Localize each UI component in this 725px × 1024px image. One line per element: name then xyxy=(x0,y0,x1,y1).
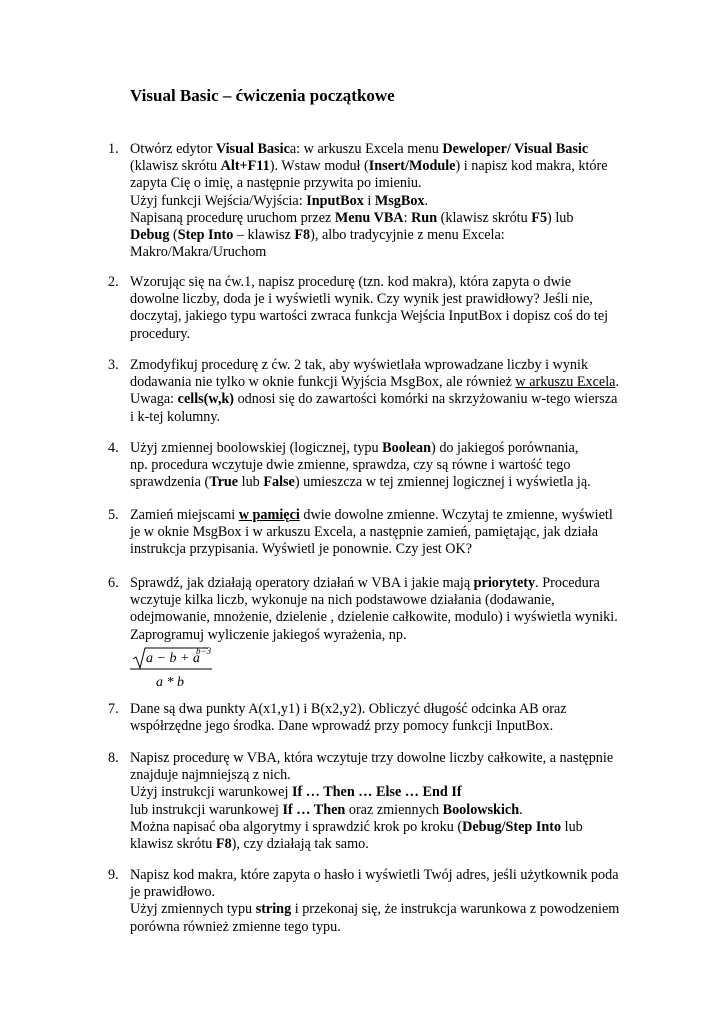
text-run: ) i napisz kod makra, które xyxy=(455,158,608,175)
text-run: If … Then xyxy=(282,801,346,818)
text-run: Step Into xyxy=(177,227,234,244)
text-line xyxy=(130,141,650,158)
text-line xyxy=(130,507,650,524)
exercise-number: 3. xyxy=(108,357,119,373)
text-run: Alt+F11 xyxy=(220,158,270,175)
text-run: Użyj zmiennych typu xyxy=(130,901,256,918)
exercise-4 xyxy=(108,440,650,492)
text-run: lub xyxy=(238,474,264,491)
text-run: Użyj instrukcji warunkowej xyxy=(130,784,292,801)
text-run: Deweloper/ Visual Basic xyxy=(442,141,589,157)
text-run: lub xyxy=(561,818,583,835)
text-line xyxy=(130,326,650,343)
text-run: : xyxy=(403,209,412,226)
exercise-number: 4. xyxy=(108,440,119,456)
text-run: (klawisz skrótu xyxy=(437,209,532,226)
text-run: klawisz skrótu xyxy=(130,836,216,853)
text-line xyxy=(130,627,650,644)
text-run: współrzędne jego środka. Dane wprowadź przy pomocy funkcji InputBox. xyxy=(130,718,554,735)
text-run: Boolowskich xyxy=(442,801,520,818)
text-run: Dane są dwa punkty A(x1,y1) i B(x2,y2). Obliczyć długość odcinka AB oraz xyxy=(130,701,567,717)
text-run: dwie dowolne zmienne. Wczytaj te zmienne, wyświetl xyxy=(299,507,613,523)
exercise-number: 7. xyxy=(108,701,119,717)
text-run: InputBox xyxy=(306,192,364,209)
exercise-number: 5. xyxy=(108,507,119,523)
text-line xyxy=(130,750,650,767)
text-run: np. procedura wczytuje dwie zmienne, sprawdza, czy są równe i wartość tego xyxy=(130,457,571,474)
text-line xyxy=(130,524,650,541)
text-run: w arkuszu Excela xyxy=(515,374,616,391)
text-run: zapyta Cię o imię, a następnie przywita po imieniu. xyxy=(130,175,422,192)
exercise-7 xyxy=(108,701,650,735)
text-line xyxy=(130,867,650,884)
example-formula xyxy=(130,646,650,692)
exercise-number: 2. xyxy=(108,274,119,290)
text-run: znajduje najmniejszą z nich. xyxy=(130,767,291,784)
text-line xyxy=(130,409,650,426)
text-run: False xyxy=(263,474,295,491)
text-run: odnosi się do zawartości komórki na skrzyżowaniu w-tego wiersza xyxy=(234,391,618,408)
text-line xyxy=(130,802,650,819)
text-run: je prawidłowo. xyxy=(130,884,216,901)
text-run: Uwaga: xyxy=(130,391,178,408)
text-run: . xyxy=(424,192,429,209)
text-run: instrukcja przypisania. Wyświetl je ponownie. Czy jest OK? xyxy=(130,541,473,558)
text-run: Run xyxy=(411,209,438,226)
text-run: ) lub xyxy=(547,209,574,226)
text-run: F8 xyxy=(294,227,311,244)
text-line xyxy=(130,592,650,609)
text-run: Otwórz edytor xyxy=(130,141,216,157)
text-run: priorytety xyxy=(473,575,536,591)
text-run: a: w arkuszu Excela menu xyxy=(289,141,443,157)
text-run: wczytuje kilka liczb, wykonuje na nich podstawowe działania (dodawanie, xyxy=(130,592,555,609)
text-run: F8 xyxy=(215,836,232,853)
text-run: Menu VBA xyxy=(334,209,404,226)
text-run: Wzorując się na ćw.1, napisz procedurę (tzn. kod makra), która zapyta o dwie xyxy=(130,274,572,290)
text-run: porówna również zmienne tego typu. xyxy=(130,918,341,935)
text-run: Boolean xyxy=(382,440,432,456)
text-run: Napisaną procedurę uruchom przez xyxy=(130,209,335,226)
exercise-9 xyxy=(108,867,650,936)
text-run: je w oknie MsgBox i w arkuszu Excela, a następnie zamień, pamiętając, jak działa xyxy=(130,524,599,541)
formula-exponent: b−3 xyxy=(196,645,212,656)
text-run: i przekonaj się, że instrukcja warunkowa z powodzeniem xyxy=(291,901,620,918)
text-run: i k-tej kolumny. xyxy=(130,408,221,425)
text-line xyxy=(130,541,650,558)
text-line xyxy=(130,767,650,784)
text-run: ) umieszcza w tej zmiennej logicznej i wyświetla ją. xyxy=(294,474,591,491)
text-line xyxy=(130,175,650,192)
exercise-8 xyxy=(108,750,650,853)
text-line xyxy=(130,440,650,457)
text-run: i xyxy=(363,192,375,209)
text-run: Napisz kod makra, które zapyta o hasło i wyświetli Twój adres, jeśli użytkownik poda xyxy=(130,867,619,883)
text-line xyxy=(130,274,650,291)
text-run: . Procedura xyxy=(535,575,600,591)
text-line xyxy=(130,158,650,175)
text-run: Zamień miejscami xyxy=(130,507,239,523)
text-run: ), albo tradycyjnie z menu Excela: xyxy=(310,227,505,244)
text-line xyxy=(130,718,650,735)
text-line xyxy=(130,210,650,227)
text-line xyxy=(130,884,650,901)
text-run: odejmowanie, mnożenie, dzielenie , dzielenie całkowite, modulo) i wyświetla wyniki. xyxy=(130,609,618,626)
text-run: . xyxy=(519,801,523,818)
text-run: Użyj zmiennej boolowskiej (logicznej, typu xyxy=(130,440,383,456)
text-line xyxy=(130,836,650,853)
text-line xyxy=(130,474,650,491)
text-run: procedury. xyxy=(130,325,191,342)
page-title: Visual Basic – ćwiczenia początkowe xyxy=(130,86,395,105)
text-run: Użyj funkcji Wejścia/Wyjścia: xyxy=(130,192,307,209)
text-run: If … Then … Else … End If xyxy=(291,784,462,801)
text-run: Insert/Module xyxy=(368,158,456,175)
text-run: dowolne liczby, doda je i wyświetli wynik. Czy wynik jest prawidłowy? Jeśli nie, xyxy=(130,291,593,308)
text-run: – klawisz xyxy=(233,227,295,244)
exercise-5 xyxy=(108,507,650,559)
text-run: Zaprogramuj wyliczenie jakiegoś wyrażenia, np. xyxy=(130,626,407,643)
exercise-number: 1. xyxy=(108,141,119,157)
text-run: Debug xyxy=(130,227,170,244)
text-run: Zmodyfikuj procedurę z ćw. 2 tak, aby wyświetlała wprowadzane liczby i wynik xyxy=(130,357,589,373)
exercise-number: 6. xyxy=(108,575,119,591)
exercise-3 xyxy=(108,357,650,426)
text-run: Debug/Step Into xyxy=(462,818,562,835)
text-run: Napisz procedurę w VBA, która wczytuje trzy dowolne liczby całkowite, a następnie xyxy=(130,750,614,766)
text-line xyxy=(130,357,650,374)
text-line xyxy=(130,391,650,408)
text-line xyxy=(130,193,650,210)
text-run: cells(w,k) xyxy=(177,391,235,408)
text-line xyxy=(130,374,650,391)
text-line xyxy=(130,784,650,801)
text-line xyxy=(130,308,650,325)
text-run: . xyxy=(615,374,620,391)
exercise-1 xyxy=(108,141,650,261)
exercise-2 xyxy=(108,274,650,343)
formula-numerator: a − b + a xyxy=(146,650,200,666)
text-run: Makro/Makra/Uruchom xyxy=(130,244,267,261)
exercise-number: 9. xyxy=(108,867,119,883)
text-run: Sprawdź, jak działają operatory działań w VBA i jakie mają xyxy=(130,575,474,591)
text-line xyxy=(130,901,650,918)
text-run: ), czy działają tak samo. xyxy=(231,836,369,853)
text-line xyxy=(130,227,650,244)
text-line xyxy=(130,609,650,626)
text-run: oraz zmiennych xyxy=(345,801,443,818)
text-run: MsgBox xyxy=(374,192,425,209)
text-run: Można napisać oba algorytmy i sprawdzić krok po kroku ( xyxy=(130,818,463,835)
text-run: dodawania nie tylko w oknie funkcji Wyjścia MsgBox, ale również xyxy=(130,374,516,391)
formula-denominator: a * b xyxy=(156,674,184,690)
exercise-6 xyxy=(108,575,650,692)
text-run: F5 xyxy=(531,209,548,226)
text-run: sprawdzenia ( xyxy=(130,474,210,491)
text-run: True xyxy=(209,474,239,491)
text-run: ( xyxy=(169,227,178,244)
text-line xyxy=(130,575,650,592)
text-line xyxy=(130,291,650,308)
text-run: w pamięci xyxy=(238,507,300,523)
text-run: string xyxy=(255,901,292,918)
text-line xyxy=(130,819,650,836)
text-line xyxy=(130,457,650,474)
text-line xyxy=(130,244,650,261)
text-run: doczytaj, jakiego typu wartości zwraca funkcja Wejścia InputBox i dopisz coś do tej xyxy=(130,308,609,325)
text-run: lub instrukcji warunkowej xyxy=(130,801,283,818)
text-run: ) do jakiegoś porównania, xyxy=(431,440,579,456)
text-line xyxy=(130,701,650,718)
text-run: (klawisz skrótu xyxy=(130,158,221,175)
text-line xyxy=(130,919,650,936)
text-run: Visual Basic xyxy=(215,141,290,157)
formula-svg xyxy=(130,646,250,692)
text-run: ). Wstaw moduł ( xyxy=(269,158,369,175)
exercise-number: 8. xyxy=(108,750,119,766)
